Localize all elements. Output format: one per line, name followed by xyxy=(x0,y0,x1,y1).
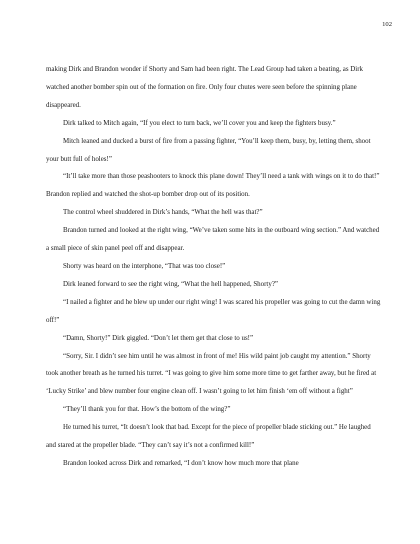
paragraph: “I nailed a fighter and he blew up under our right wing! I was scared his propeller was going to cut the damn wing off!” xyxy=(46,297,381,324)
paragraph: Brandon looked across Dirk and remarked, “I don’t know how much more that plane xyxy=(63,458,299,467)
paragraph: “They’ll thank you for that. How’s the bottom of the wing?” xyxy=(63,405,231,414)
body-text xyxy=(46,61,382,473)
paragraph: “Sorry, Sir. I didn’t see him until he was almost in front of me! His wild paint job caught my attention.” Shorty took another breath as he turned his turret. “I was going to give him some more time to get farther away, but he fired at ‘Lucky Strike’ and blew number four engine clean off. I wasn’t going to let him finish ‘em off without a fight” xyxy=(46,351,377,396)
paragraph: Dirk talked to Mitch again, “If you elect to turn back, we’ll cover you and keep the fighters busy.” xyxy=(63,118,336,127)
page-number: 102 xyxy=(382,21,392,28)
paragraph: The control wheel shuddered in Dirk’s hands, “What the hell was that?” xyxy=(63,208,263,217)
paragraph: Mitch leaned and ducked a burst of fire from a passing fighter, “You’ll keep them, busy, by, letting them, shoot your butt full of holes!” xyxy=(46,136,371,163)
paragraph: making Dirk and Brandon wonder if Shorty and Sam had been right. The Lead Group had taken a beating, as Dirk watched another bomber spin out of the formation on fire. Only four chutes were seen before the spinning plane disappeared. xyxy=(46,65,363,109)
paragraph: He turned his turret, “It doesn’t look that bad. Except for the piece of propeller blade sticking out.” He laughed and stared at the propeller blade. “They can’t say it’s not a confirmed kill!” xyxy=(46,423,371,450)
paragraph: Dirk leaned forward to see the right wing, “What the hell happened, Shorty?” xyxy=(63,279,278,288)
paragraph: “It’ll take more than those peashooters to knock this plane down! They’ll need a tank with wings on it to do that!” Brandon replied and watched the shot-up bomber drop out of its position. xyxy=(46,172,380,199)
paragraph: Shorty was heard on the interphone, “That was too close!” xyxy=(63,261,226,270)
paragraph: Brandon turned and looked at the right wing, “We’ve taken some hits in the outboard wing section.” And watched a small piece of skin panel peel off and disappear. xyxy=(46,226,380,253)
paragraph: “Damn, Shorty!” Dirk giggled. “Don’t let them get that close to us!” xyxy=(63,333,254,342)
